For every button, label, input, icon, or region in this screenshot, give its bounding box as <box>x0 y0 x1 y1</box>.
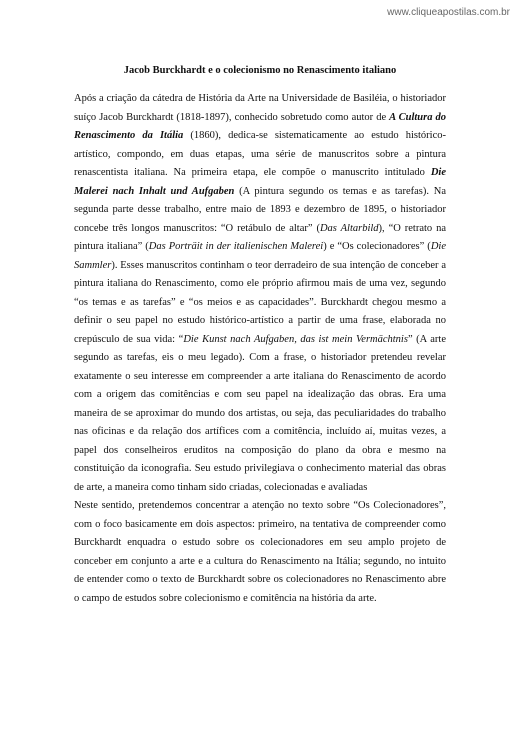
text-run: (A pintura segundo os temas e as tarefas). Na segunda parte desse trabalho, entre maio de 1893 e dezembro de 1895, o historiador concebe três longos manuscritos: “O retábulo de altar” ( <box>74 185 446 234</box>
italic-citation: Die Sammler <box>74 241 446 271</box>
text-run: Após a criação da cátedra de História da Arte na Universidade de Basiléia, o historiador suíço Jacob Burckhardt (1818-1897), conhecido sobretudo como autor de <box>74 93 446 123</box>
text-run: ), “O retrato na pintura italiana” ( <box>74 222 446 252</box>
text-run: ” (A arte segundo as tarefas, eis o meu legado). Com a frase, o historiador pretendeu revelar exatamente o seu interesse em compreender a arte italiana do Renascimento de acordo com a origem das comitências e com seu papel na idealização das obras. Era uma maneira de se aproximar do mundo dos artistas, ou seja, das peculiaridades do trabalho nas oficinas e da relação dos artífices com a comitência, incluído aí, muitas vezes, a papel dos conselheiros eruditos na composição do plano da obra e mesmo na constituição da iconografia. Seu estudo privilegiava o conhecimento material das obras de arte, a maneira como tinham sido criadas, colecionadas e avaliadas <box>74 333 446 493</box>
document-body <box>74 64 446 608</box>
text-run: ). Esses manuscritos continham o teor derradeiro de sua intenção de conceber a pintura italiana do Renascimento, como ele próprio afirmou mais de uma vez, segundo “os temas e as tarefas” e “os meios e as capacidades”. Burckhardt chegou mesmo a definir o seu papel no estudo histórico-artístico a partir de uma frase, elaborada no crepúsculo de sua vida: “ <box>74 259 446 345</box>
italic-citation: Das Porträit in der italienischen Malerei <box>148 241 324 252</box>
italic-citation: Die Kunst nach Aufgaben, das ist mein Vermächtnis <box>183 333 408 345</box>
book-title-emphasis: Die Malerei nach Inhalt und Aufgaben <box>74 167 446 197</box>
text-run: (1860), dedica-se sistematicamente ao estudo histórico-artístico, compondo, em duas etapas, uma série de manuscritos sobre a pintura renascentista italiana. Na primeira etapa, ele compõe o manuscrito intitulado <box>74 130 446 178</box>
paragraph-2: Neste sentido, pretendemos concentrar a atenção no texto sobre “Os Colecionadores”, com o foco basicamente em dois aspectos: primeiro, na tentativa de compreender como Burckhardt enquadra o estudo sobre os colecionadores em seu amplo projeto de conceber em conjunto a arte e a cultura do Renascimento na Itália; segundo, no intuito de entender como o texto de Burckhardt sobre os colecionadores no Renascimento abre o campo de estudos sobre colecionismo e comitência na história da arte. <box>74 500 446 604</box>
text-run: ) e “Os colecionadores” ( <box>323 241 431 252</box>
italic-citation: Das Altarbild <box>319 222 379 234</box>
site-url[interactable]: www.cliqueapostilas.com.br <box>387 7 510 18</box>
paragraph-1 <box>74 90 446 497</box>
book-title-emphasis: A Cultura do Renascimento da Itália <box>74 111 446 141</box>
document-title: Jacob Burckhardt e o colecionismo no Renascimento italiano <box>123 65 397 76</box>
